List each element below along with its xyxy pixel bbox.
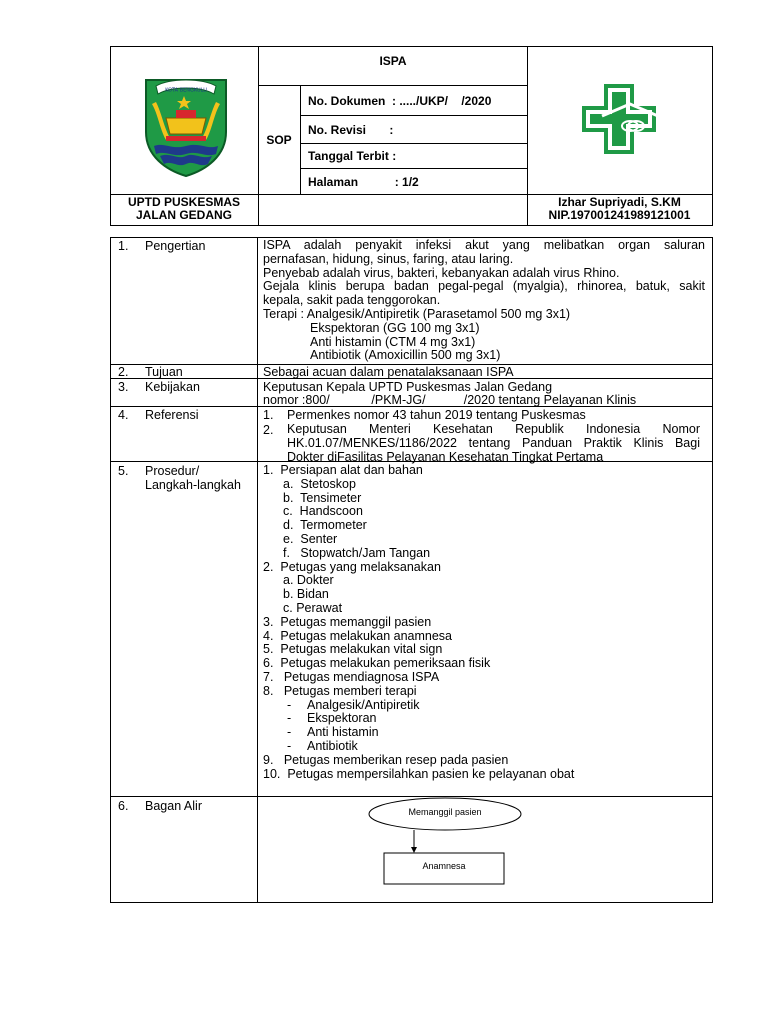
terapi-text: Analgesik/Antipiretik xyxy=(307,697,420,712)
petugas-item: b. Bidan xyxy=(283,587,329,602)
no-revisi: No. Revisi : xyxy=(308,123,394,137)
tujuan-label: Tujuan xyxy=(145,365,183,379)
bagan-num: 6. xyxy=(118,799,129,813)
city-crest-logo xyxy=(140,74,232,178)
referensi-num: 4. xyxy=(118,408,129,422)
kebijakan-label: Kebijakan xyxy=(145,380,200,394)
prosedur-steps xyxy=(263,464,703,781)
text-line: Terapi : Analgesik/Antipiretik (Parasetamol 500 mg 3x1) xyxy=(263,306,571,321)
step-item: 9. Petugas memberikan resep pada pasien xyxy=(263,752,509,767)
alat-item: d. Termometer xyxy=(283,518,367,533)
document-title: ISPA xyxy=(379,54,407,68)
sop-label: SOP xyxy=(266,133,292,147)
text-line: Keputusan Menteri Kesehatan Republik Indonesia Nomor xyxy=(287,422,700,436)
alat-item: c. Handscoon xyxy=(283,504,363,519)
terapi-item xyxy=(263,699,703,713)
alat-item: e. Senter xyxy=(283,531,338,546)
puskesmas-logo xyxy=(572,84,666,154)
pengertian-num: 1. xyxy=(118,239,129,253)
tujuan-num: 2. xyxy=(118,365,129,379)
step-item: 6. Petugas melakukan pemeriksaan fisik xyxy=(263,656,491,671)
terapi-item xyxy=(263,740,703,754)
text-line: pernafasan, hidung, sinus, faring, atau laring. xyxy=(263,251,514,266)
prosedur-num: 5. xyxy=(118,464,129,478)
terapi-text: Antibiotik xyxy=(307,738,358,753)
tujuan-text: Sebagai acuan dalam penatalaksanaan ISPA xyxy=(263,365,514,379)
text-line: Gejala klinis berupa badan pegal-pegal (myalgia), rhinorea, batuk, sakit xyxy=(263,279,705,294)
text-line: HK.01.07/MENKES/1186/2022 tentang Panduan Praktik Klinis Bagi xyxy=(287,435,700,450)
referensi-label: Referensi xyxy=(145,408,199,422)
text-line: Dokter diFasilitas Pelayanan Kesehatan Tingkat Pertama xyxy=(287,449,604,464)
referensi-1-text: Permenkes nomor 43 tahun 2019 tentang Puskesmas xyxy=(287,408,586,422)
petugas-item: a. Dokter xyxy=(283,573,334,588)
alat-item: b. Tensimeter xyxy=(283,490,362,505)
alat-item: a. Stetoskop xyxy=(283,476,356,491)
step-item: 8. Petugas memberi terapi xyxy=(263,683,417,698)
kebijakan-line1: Keputusan Kepala UPTD Puskesmas Jalan Gedang xyxy=(263,380,553,394)
flowchart xyxy=(365,797,525,889)
prosedur-label-1: Prosedur/ xyxy=(145,464,200,478)
step-item: 3. Petugas memanggil pasien xyxy=(263,614,432,629)
text-line: ISPA adalah penyakit infeksi akut yang melibatkan organ saluran xyxy=(263,238,705,252)
signer-nip: NIP.197001241989121001 xyxy=(548,208,691,222)
step-2: 2. Petugas yang melaksanakan xyxy=(263,559,441,574)
step-item: 7. Petugas mendiagnosa ISPA xyxy=(263,669,440,684)
pengertian-text xyxy=(263,239,705,363)
text-line: Ekspektoran (GG 100 mg 3x1) xyxy=(310,320,480,335)
step-1: 1. Persiapan alat dan bahan xyxy=(263,463,423,477)
referensi-1-num: 1. xyxy=(263,408,274,422)
signer-name: Izhar Supriyadi, S.KM xyxy=(558,195,681,209)
flow-arrowhead xyxy=(411,847,417,853)
halaman: Halaman : 1/2 xyxy=(308,175,419,189)
prosedur-label-2: Langkah-langkah xyxy=(145,478,241,492)
dash-bullet: - xyxy=(287,711,292,726)
terapi-item xyxy=(263,712,703,726)
org-name-line1: UPTD PUSKESMAS xyxy=(127,195,240,209)
tanggal-terbit: Tanggal Terbit : xyxy=(308,149,397,163)
text-line: kepala, sakit pada tenggorokan. xyxy=(263,293,441,308)
text-line: Anti histamin (CTM 4 mg 3x1) xyxy=(310,334,476,349)
pengertian-label: Pengertian xyxy=(145,239,206,253)
step-item: 10. Petugas mempersilahkan pasien ke pelayanan obat xyxy=(263,766,575,781)
text-line: Antibiotik (Amoxicillin 500 mg 3x1) xyxy=(310,348,501,363)
crest-ribbon-text: KOTA BENGKULU xyxy=(165,87,207,94)
step-item: 5. Petugas melakukan vital sign xyxy=(263,642,443,657)
kebijakan-num: 3. xyxy=(118,380,129,394)
kebijakan-line2: nomor :800/ /PKM-JG/ /2020 tentang Pelayanan Klinis xyxy=(263,393,637,407)
org-name-line2: JALAN GEDANG xyxy=(135,208,232,222)
no-dokumen: No. Dokumen : ...../UKP/ /2020 xyxy=(308,94,492,108)
step-item: 4. Petugas melakukan anamnesa xyxy=(263,628,453,643)
flow-node-2-label: Anamnesa xyxy=(422,861,466,871)
dash-bullet: - xyxy=(287,738,292,753)
terapi-item xyxy=(263,726,703,740)
bagan-label: Bagan Alir xyxy=(145,799,202,813)
petugas-item: c. Perawat xyxy=(283,600,343,615)
dash-bullet: - xyxy=(287,725,292,740)
referensi-2-text xyxy=(287,423,700,464)
text-line: Penyebab adalah virus, bakteri, kebanyakan adalah virus Rhino. xyxy=(263,265,620,280)
terapi-text: Anti histamin xyxy=(307,725,379,740)
dash-bullet: - xyxy=(287,697,292,712)
referensi-2-num: 2. xyxy=(263,423,274,437)
alat-item: f. Stopwatch/Jam Tangan xyxy=(283,545,431,560)
flow-node-1-label: Memanggil pasien xyxy=(408,807,482,817)
terapi-text: Ekspektoran xyxy=(307,711,377,726)
